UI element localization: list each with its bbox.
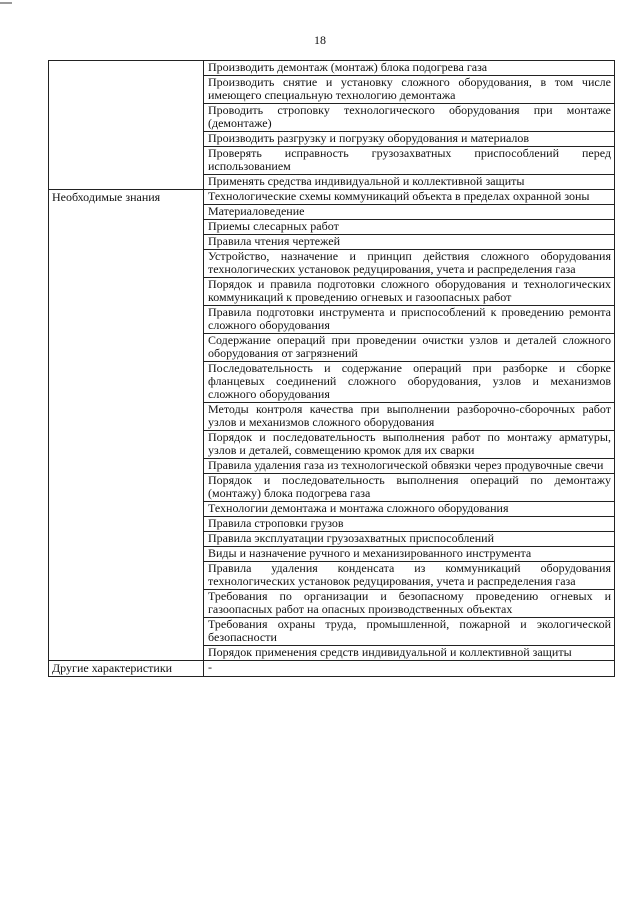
table-cell-item: Производить демонтаж (монтаж) блока подогрева газа [208,60,488,74]
table-cell-item: Виды и назначение ручного и механизированного инструмента [204,546,614,561]
table-row-continued [49,61,615,190]
table-cell-item: Порядок применения средств индивидуальной и коллективной защиты [204,645,614,660]
table-cell-item: Последовательность и содержание операций при разборке и сборке фланцевых соединений сложного оборудования, узлов и механизмов сложного оборудования [204,361,614,402]
table-cell-item: Применять средства индивидуальной и коллективной защиты [204,174,614,189]
knowledge-items [204,190,615,661]
table-cell-item: Устройство, назначение и принцип действия сложного оборудования технологических установок редуцирования, учета и распределения газа [204,249,614,277]
page-number: 18 [314,33,326,47]
table-cell-item: Правила подготовки инструмента и приспособлений к проведению ремонта сложного оборудования [204,305,614,333]
table-cell-item: Проверять исправность грузозахватных приспособлений перед использованием [204,146,614,174]
table-cell-item: Технологические схемы коммуникаций объекта в пределах охранной зоны [208,189,590,203]
table-cell-item: Правила удаления конденсата из коммуникаций оборудования технологических установок редуцирования, учета и распределения газа [204,561,614,589]
table-cell-item: Производить снятие и установку сложного оборудования, в том числе имеющего специальную технологию демонтажа [204,75,614,103]
table-row-knowledge [49,190,615,661]
table-cell-item: Требования охраны труда, промышленной, пожарной и экологической безопасности [204,617,614,645]
table-cell-item: Правила чтения чертежей [204,234,614,249]
other-value-cell [204,661,615,677]
skills-table [48,60,615,677]
table-cell-item: Правила удаления газа из технологической обвязки через продувочные свечи [204,458,614,473]
table-cell-item: Технологии демонтажа и монтажа сложного оборудования [204,501,614,516]
table-cell-item: Порядок и последовательность выполнения операций по демонтажу (монтажу) блока подогрева газа [204,473,614,501]
scan-edge-mark [0,2,12,4]
table-cell-item: Содержание операций при проведении очистки узлов и деталей сложного оборудования от загрязнений [204,333,614,361]
table-cell-item: Правила эксплуатации грузозахватных приспособлений [204,531,614,546]
row-label-knowledge: Необходимые знания [49,190,204,661]
table-row-other [49,661,615,677]
continued-items [204,61,615,190]
table-cell-item: Методы контроля качества при выполнении разборочно-сборочных работ узлов и механизмов сложного оборудования [204,402,614,430]
table-cell-item: Производить разгрузку и погрузку оборудования и материалов [204,131,614,146]
table-cell-item: Материаловедение [204,204,614,219]
row-label-other: Другие характеристики [49,661,204,677]
other-value: - [208,660,212,674]
table-cell-item: Проводить строповку технологического оборудования при монтаже (демонтаже) [204,103,614,131]
table-cell-item: Правила строповки грузов [204,516,614,531]
table-cell-item: Приемы слесарных работ [204,219,614,234]
table-cell-item: Порядок и последовательность выполнения работ по монтажу арматуры, узлов и деталей, совмещению кромок для их сварки [204,430,614,458]
table-cell-item: Требования по организации и безопасному проведению огневых и газоопасных работ на опасных производственных объектах [204,589,614,617]
row-label-continued [49,61,204,190]
table-cell-item: Порядок и правила подготовки сложного оборудования и технологических коммуникаций к проведению огневых и газоопасных работ [204,277,614,305]
